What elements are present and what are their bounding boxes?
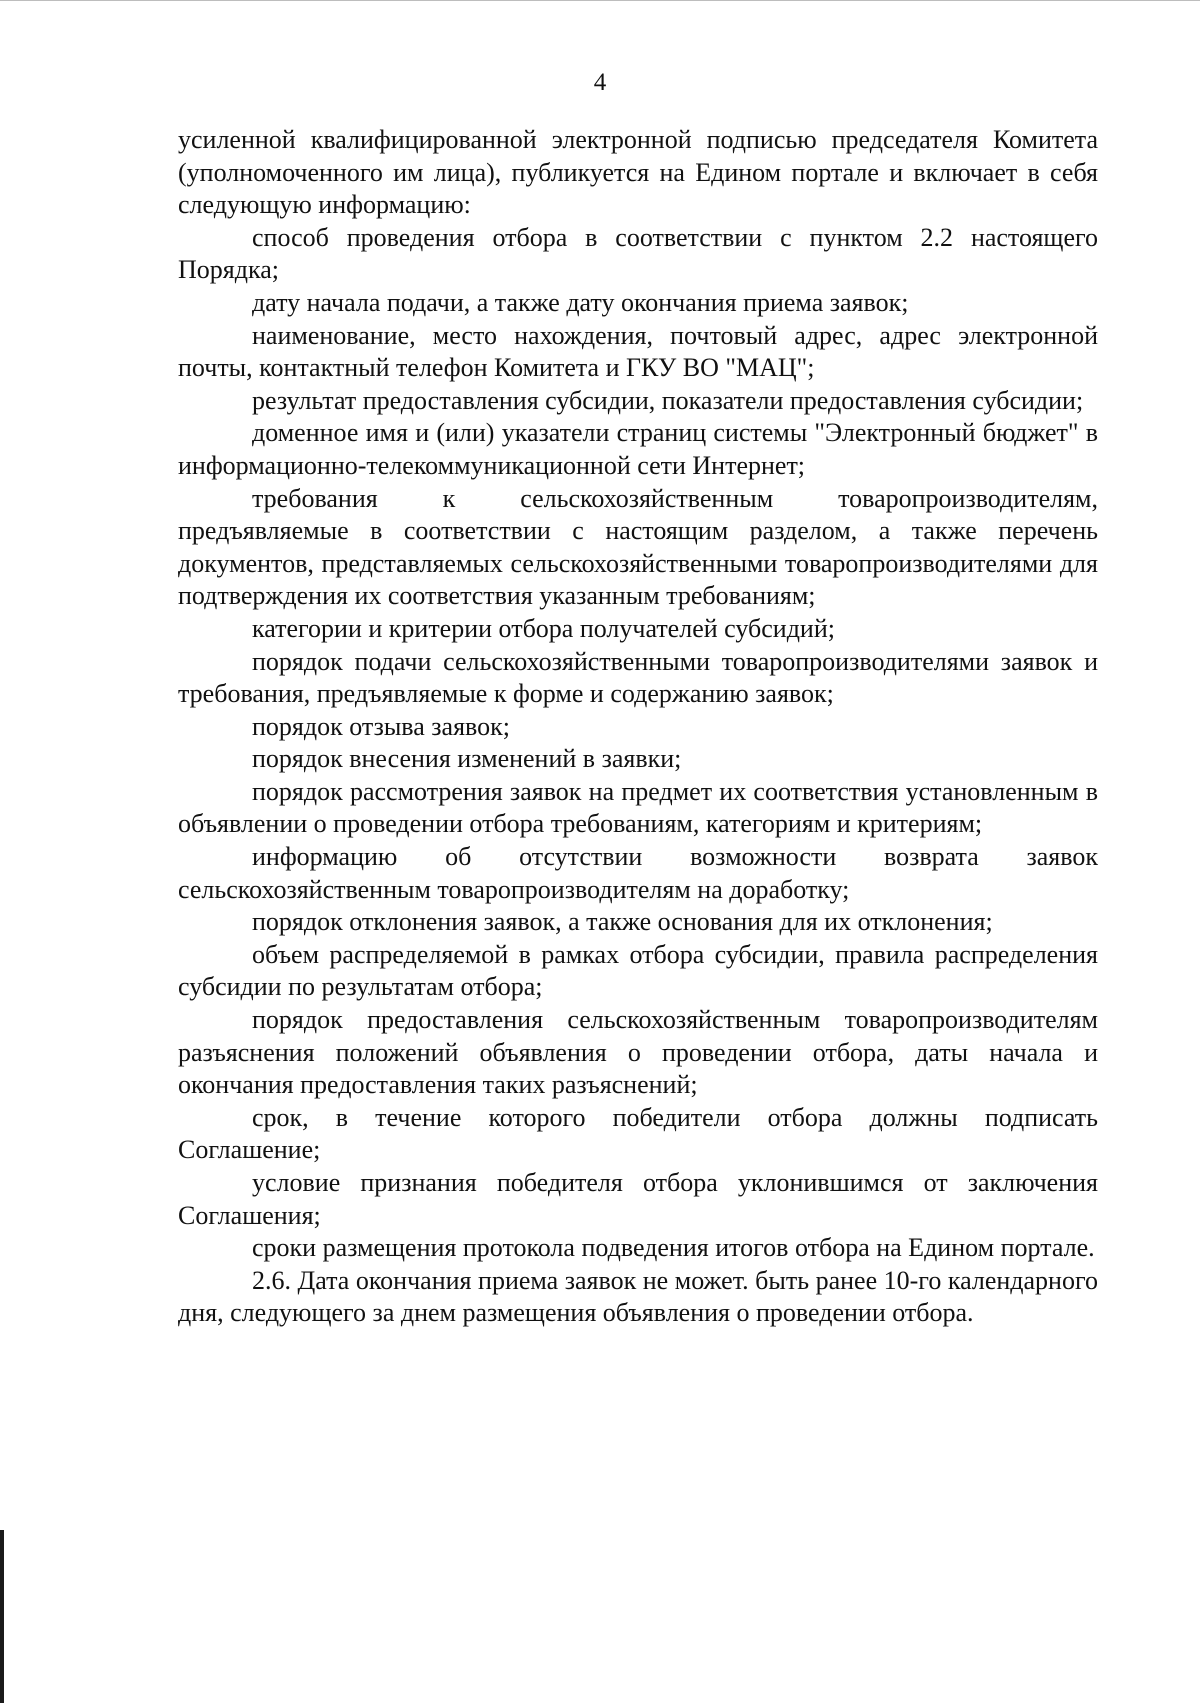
scan-top-edge	[0, 0, 1200, 1]
paragraph: порядок предоставления сельскохозяйственным товаропроизводителям разъяснения положений объявления о проведении отбора, даты начала и окончания предоставления таких разъяснений;	[178, 1005, 1098, 1100]
page-number: 4	[593, 69, 607, 96]
paragraph: объем распределяемой в рамках отбора субсидии, правила распределения субсидии по результатам отбора;	[178, 939, 1098, 1002]
paragraph: способ проведения отбора в соответствии с пунктом 2.2 настоящего Порядка;	[178, 222, 1098, 285]
paragraph: 2.6. Дата окончания приема заявок не может. быть ранее 10-го календарного дня, следующего за днем размещения объявления о проведении отбора.	[178, 1265, 1098, 1328]
paragraph: дату начала подачи, а также дату окончания приема заявок;	[252, 287, 909, 317]
paragraph: категории и критерии отбора получателей субсидий;	[252, 613, 835, 643]
document-body	[178, 124, 1098, 1330]
paragraph: порядок рассмотрения заявок на предмет их соответствия установленным в объявлении о проведении отбора требованиям, категориям и критериям;	[178, 776, 1098, 839]
scan-left-edge-mark	[0, 1530, 4, 1703]
paragraph: порядок внесения изменений в заявки;	[252, 744, 682, 774]
paragraph: требования к сельскохозяйственным товаропроизводителям, предъявляемые в соответствии с настоящим разделом, а также перечень документов, представляемых сельскохозяйственными товаропроизводителями для подтверждения их соответствия указанным требованиям;	[178, 483, 1098, 611]
paragraph: информацию об отсутствии возможности возврата заявок сельскохозяйственным товаропроизводителям на доработку;	[178, 842, 1098, 904]
paragraph: результат предоставления субсидии, показатели предоставления субсидии;	[252, 385, 1084, 415]
paragraph: наименование, место нахождения, почтовый адрес, адрес электронной почты, контактный телефон Комитета и ГКУ ВО "МАЦ";	[178, 320, 1098, 383]
paragraph: сроки размещения протокола подведения итогов отбора на Едином портале.	[252, 1233, 1095, 1263]
paragraph: условие признания победителя отбора уклонившимся от заключения Соглашения;	[178, 1168, 1098, 1230]
paragraph: усиленной квалифицированной электронной подписью председателя Комитета (уполномоченного им лица), публикуется на Едином портале и включает в себя следующую информацию:	[178, 125, 1098, 220]
paragraph: порядок подачи сельскохозяйственными товаропроизводителями заявок и требования, предъявляемые к форме и содержанию заявок;	[178, 646, 1098, 709]
paragraph: порядок отзыва заявок;	[252, 711, 511, 741]
paragraph: срок, в течение которого победители отбора должны подписать Соглашение;	[178, 1102, 1098, 1165]
paragraph: порядок отклонения заявок, а также основания для их отклонения;	[252, 907, 993, 937]
paragraph: доменное имя и (или) указатели страниц системы "Электронный бюджет" в информационно-телекоммуникационной сети Интернет;	[178, 418, 1098, 480]
